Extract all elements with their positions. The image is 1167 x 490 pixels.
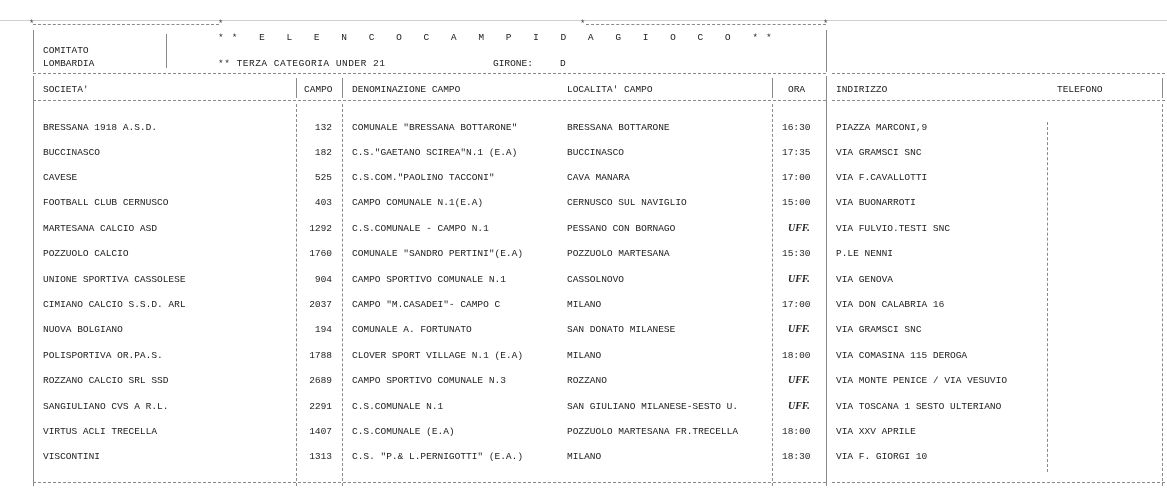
cell-localita: CERNUSCO SUL NAVIGLIO xyxy=(567,197,687,208)
cell-localita: PESSANO CON BORNAGO xyxy=(567,223,676,234)
cell-indirizzo: VIA MONTE PENICE / VIA VESUVIO xyxy=(836,375,1008,386)
column-header-top-rule xyxy=(832,73,1165,74)
table-bottom-rule xyxy=(33,482,826,483)
cell-societa: POZZUOLO CALCIO xyxy=(43,248,129,259)
cell-ora-uff: UFF. xyxy=(788,274,810,285)
corner-mark: * xyxy=(580,19,586,29)
cell-ora: 15:00 xyxy=(782,197,811,208)
cell-ora: 18:00 xyxy=(782,350,811,361)
cell-indirizzo: PIAZZA MARCONI,9 xyxy=(836,122,928,133)
frame-line xyxy=(166,34,167,68)
cell-indirizzo: VIA XXV APRILE xyxy=(836,426,916,437)
cell-societa: NUOVA BOLGIANO xyxy=(43,324,123,335)
cell-campo: 132 xyxy=(314,122,332,133)
cell-societa: CAVESE xyxy=(43,172,78,183)
cell-localita: MILANO xyxy=(567,350,602,361)
header-top-rule-left xyxy=(33,24,219,25)
cell-indirizzo: VIA TOSCANA 1 SESTO ULTERIANO xyxy=(836,401,1002,412)
cell-societa: VIRTUS ACLI TRECELLA xyxy=(43,426,158,437)
column-header-denominazione: DENOMINAZIONE CAMPO xyxy=(352,84,461,95)
cell-denominazione: C.S.COMUNALE N.1 xyxy=(352,401,444,412)
cell-societa: FOOTBALL CLUB CERNUSCO xyxy=(43,197,169,208)
table-row xyxy=(0,248,1167,262)
cell-ora-uff: UFF. xyxy=(788,401,810,412)
column-separator xyxy=(296,78,297,98)
column-header-indirizzo: INDIRIZZO xyxy=(836,84,888,95)
cell-indirizzo: VIA COMASINA 115 DEROGA xyxy=(836,350,968,361)
cell-indirizzo: VIA GRAMSCI SNC xyxy=(836,324,922,335)
column-header-ora: ORA xyxy=(788,84,806,95)
column-header-telefono: TELEFONO xyxy=(1057,84,1103,95)
cell-societa: CIMIANO CALCIO S.S.D. ARL xyxy=(43,299,186,310)
girone-label: GIRONE: xyxy=(493,58,533,69)
cell-indirizzo: P.LE NENNI xyxy=(836,248,894,259)
cell-denominazione: CAMPO SPORTIVO COMUNALE N.1 xyxy=(352,274,506,285)
cell-denominazione: C.S. "P.& L.PERNIGOTTI" (E.A.) xyxy=(352,451,524,462)
table-row xyxy=(0,147,1167,161)
cell-localita: SAN GIULIANO MILANESE-SESTO U. xyxy=(567,401,739,412)
frame-line xyxy=(33,30,34,72)
column-header-bottom-rule xyxy=(33,100,826,101)
table-row xyxy=(0,451,1167,465)
cell-localita: BRESSANA BOTTARONE xyxy=(567,122,670,133)
cell-localita: BUCCINASCO xyxy=(567,147,625,158)
cell-societa: VISCONTINI xyxy=(43,451,101,462)
cell-localita: SAN DONATO MILANESE xyxy=(567,324,676,335)
frame-line xyxy=(826,30,827,72)
cell-campo: 1292 xyxy=(309,223,332,234)
cell-localita: CAVA MANARA xyxy=(567,172,630,183)
cell-localita: ROZZANO xyxy=(567,375,607,386)
column-separator xyxy=(342,78,343,98)
cell-localita: MILANO xyxy=(567,299,602,310)
table-row xyxy=(0,350,1167,364)
cell-ora-uff: UFF. xyxy=(788,375,810,386)
cell-societa: ROZZANO CALCIO SRL SSD xyxy=(43,375,169,386)
cell-indirizzo: VIA F.CAVALLOTTI xyxy=(836,172,928,183)
cell-campo: 194 xyxy=(314,324,332,335)
cell-campo: 904 xyxy=(314,274,332,285)
cell-indirizzo: VIA F. GIORGI 10 xyxy=(836,451,928,462)
cell-societa: SANGIULIANO CVS A R.L. xyxy=(43,401,169,412)
table-row xyxy=(0,324,1167,338)
corner-mark: * xyxy=(218,19,224,29)
corner-mark: * xyxy=(823,19,829,29)
cell-campo: 2689 xyxy=(309,375,332,386)
cell-societa: BUCCINASCO xyxy=(43,147,101,158)
cell-ora: 17:00 xyxy=(782,299,811,310)
table-row xyxy=(0,172,1167,186)
column-separator xyxy=(1162,78,1163,98)
cell-denominazione: CAMPO SPORTIVO COMUNALE N.3 xyxy=(352,375,506,386)
cell-denominazione: COMUNALE "BRESSANA BOTTARONE" xyxy=(352,122,518,133)
cell-campo: 403 xyxy=(314,197,332,208)
table-row xyxy=(0,223,1167,237)
cell-localita: POZZUOLO MARTESANA FR.TRECELLA xyxy=(567,426,739,437)
cell-societa: UNIONE SPORTIVA CASSOLESE xyxy=(43,274,186,285)
girone-value: D xyxy=(560,58,566,69)
column-header-bottom-rule xyxy=(832,100,1165,101)
column-header-top-rule xyxy=(33,73,826,74)
cell-denominazione: COMUNALE "SANDRO PERTINI"(E.A) xyxy=(352,248,524,259)
cell-campo: 1313 xyxy=(309,451,332,462)
cell-indirizzo: VIA DON CALABRIA 16 xyxy=(836,299,945,310)
cell-ora-uff: UFF. xyxy=(788,223,810,234)
table-row xyxy=(0,197,1167,211)
cell-indirizzo: VIA GRAMSCI SNC xyxy=(836,147,922,158)
cell-ora: 17:00 xyxy=(782,172,811,183)
document-title: ** E L E N C O C A M P I D A G I O C O ** xyxy=(218,32,780,43)
cell-denominazione: CAMPO COMUNALE N.1(E.A) xyxy=(352,197,484,208)
cell-campo: 1407 xyxy=(309,426,332,437)
cell-denominazione: C.S.COMUNALE - CAMPO N.1 xyxy=(352,223,489,234)
cell-ora: 18:30 xyxy=(782,451,811,462)
column-separator xyxy=(772,78,773,98)
cell-indirizzo: VIA BUONARROTI xyxy=(836,197,916,208)
table-row xyxy=(0,122,1167,136)
cell-localita: CASSOLNOVO xyxy=(567,274,625,285)
cell-indirizzo: VIA GENOVA xyxy=(836,274,894,285)
cell-indirizzo: VIA FULVIO.TESTI SNC xyxy=(836,223,951,234)
cell-campo: 525 xyxy=(314,172,332,183)
cell-ora: 15:30 xyxy=(782,248,811,259)
category-label: ** TERZA CATEGORIA UNDER 21 xyxy=(218,58,386,69)
cell-campo: 2291 xyxy=(309,401,332,412)
corner-mark: * xyxy=(29,19,35,29)
cell-denominazione: C.S.COM."PAOLINO TACCONI" xyxy=(352,172,495,183)
table-row xyxy=(0,375,1167,389)
cell-localita: POZZUOLO MARTESANA xyxy=(567,248,670,259)
table-row xyxy=(0,299,1167,313)
table-bottom-rule xyxy=(832,482,1165,483)
table-row xyxy=(0,401,1167,415)
cell-denominazione: C.S.COMUNALE (E.A) xyxy=(352,426,455,437)
cell-localita: MILANO xyxy=(567,451,602,462)
cell-ora: 17:35 xyxy=(782,147,811,158)
header-top-rule-right xyxy=(586,24,826,25)
cell-campo: 1788 xyxy=(309,350,332,361)
table-row xyxy=(0,274,1167,288)
cell-societa: POLISPORTIVA OR.PA.S. xyxy=(43,350,163,361)
cell-ora: 18:00 xyxy=(782,426,811,437)
cell-denominazione: CAMPO "M.CASADEI"- CAMPO C xyxy=(352,299,501,310)
column-header-campo: CAMPO xyxy=(304,84,333,95)
cell-campo: 182 xyxy=(314,147,332,158)
cell-societa: MARTESANA CALCIO ASD xyxy=(43,223,158,234)
comitato-label: COMITATO xyxy=(43,45,89,56)
cell-denominazione: CLOVER SPORT VILLAGE N.1 (E.A) xyxy=(352,350,524,361)
column-header-localita: LOCALITA' CAMPO xyxy=(567,84,653,95)
column-header-societa: SOCIETA' xyxy=(43,84,89,95)
cell-denominazione: C.S."GAETANO SCIREA"N.1 (E.A) xyxy=(352,147,518,158)
cell-societa: BRESSANA 1918 A.S.D. xyxy=(43,122,158,133)
cell-campo: 1760 xyxy=(309,248,332,259)
cell-ora: 16:30 xyxy=(782,122,811,133)
cell-ora-uff: UFF. xyxy=(788,324,810,335)
cell-campo: 2037 xyxy=(309,299,332,310)
comitato-value: LOMBARDIA xyxy=(43,58,95,69)
cell-denominazione: COMUNALE A. FORTUNATO xyxy=(352,324,472,335)
table-row xyxy=(0,426,1167,440)
